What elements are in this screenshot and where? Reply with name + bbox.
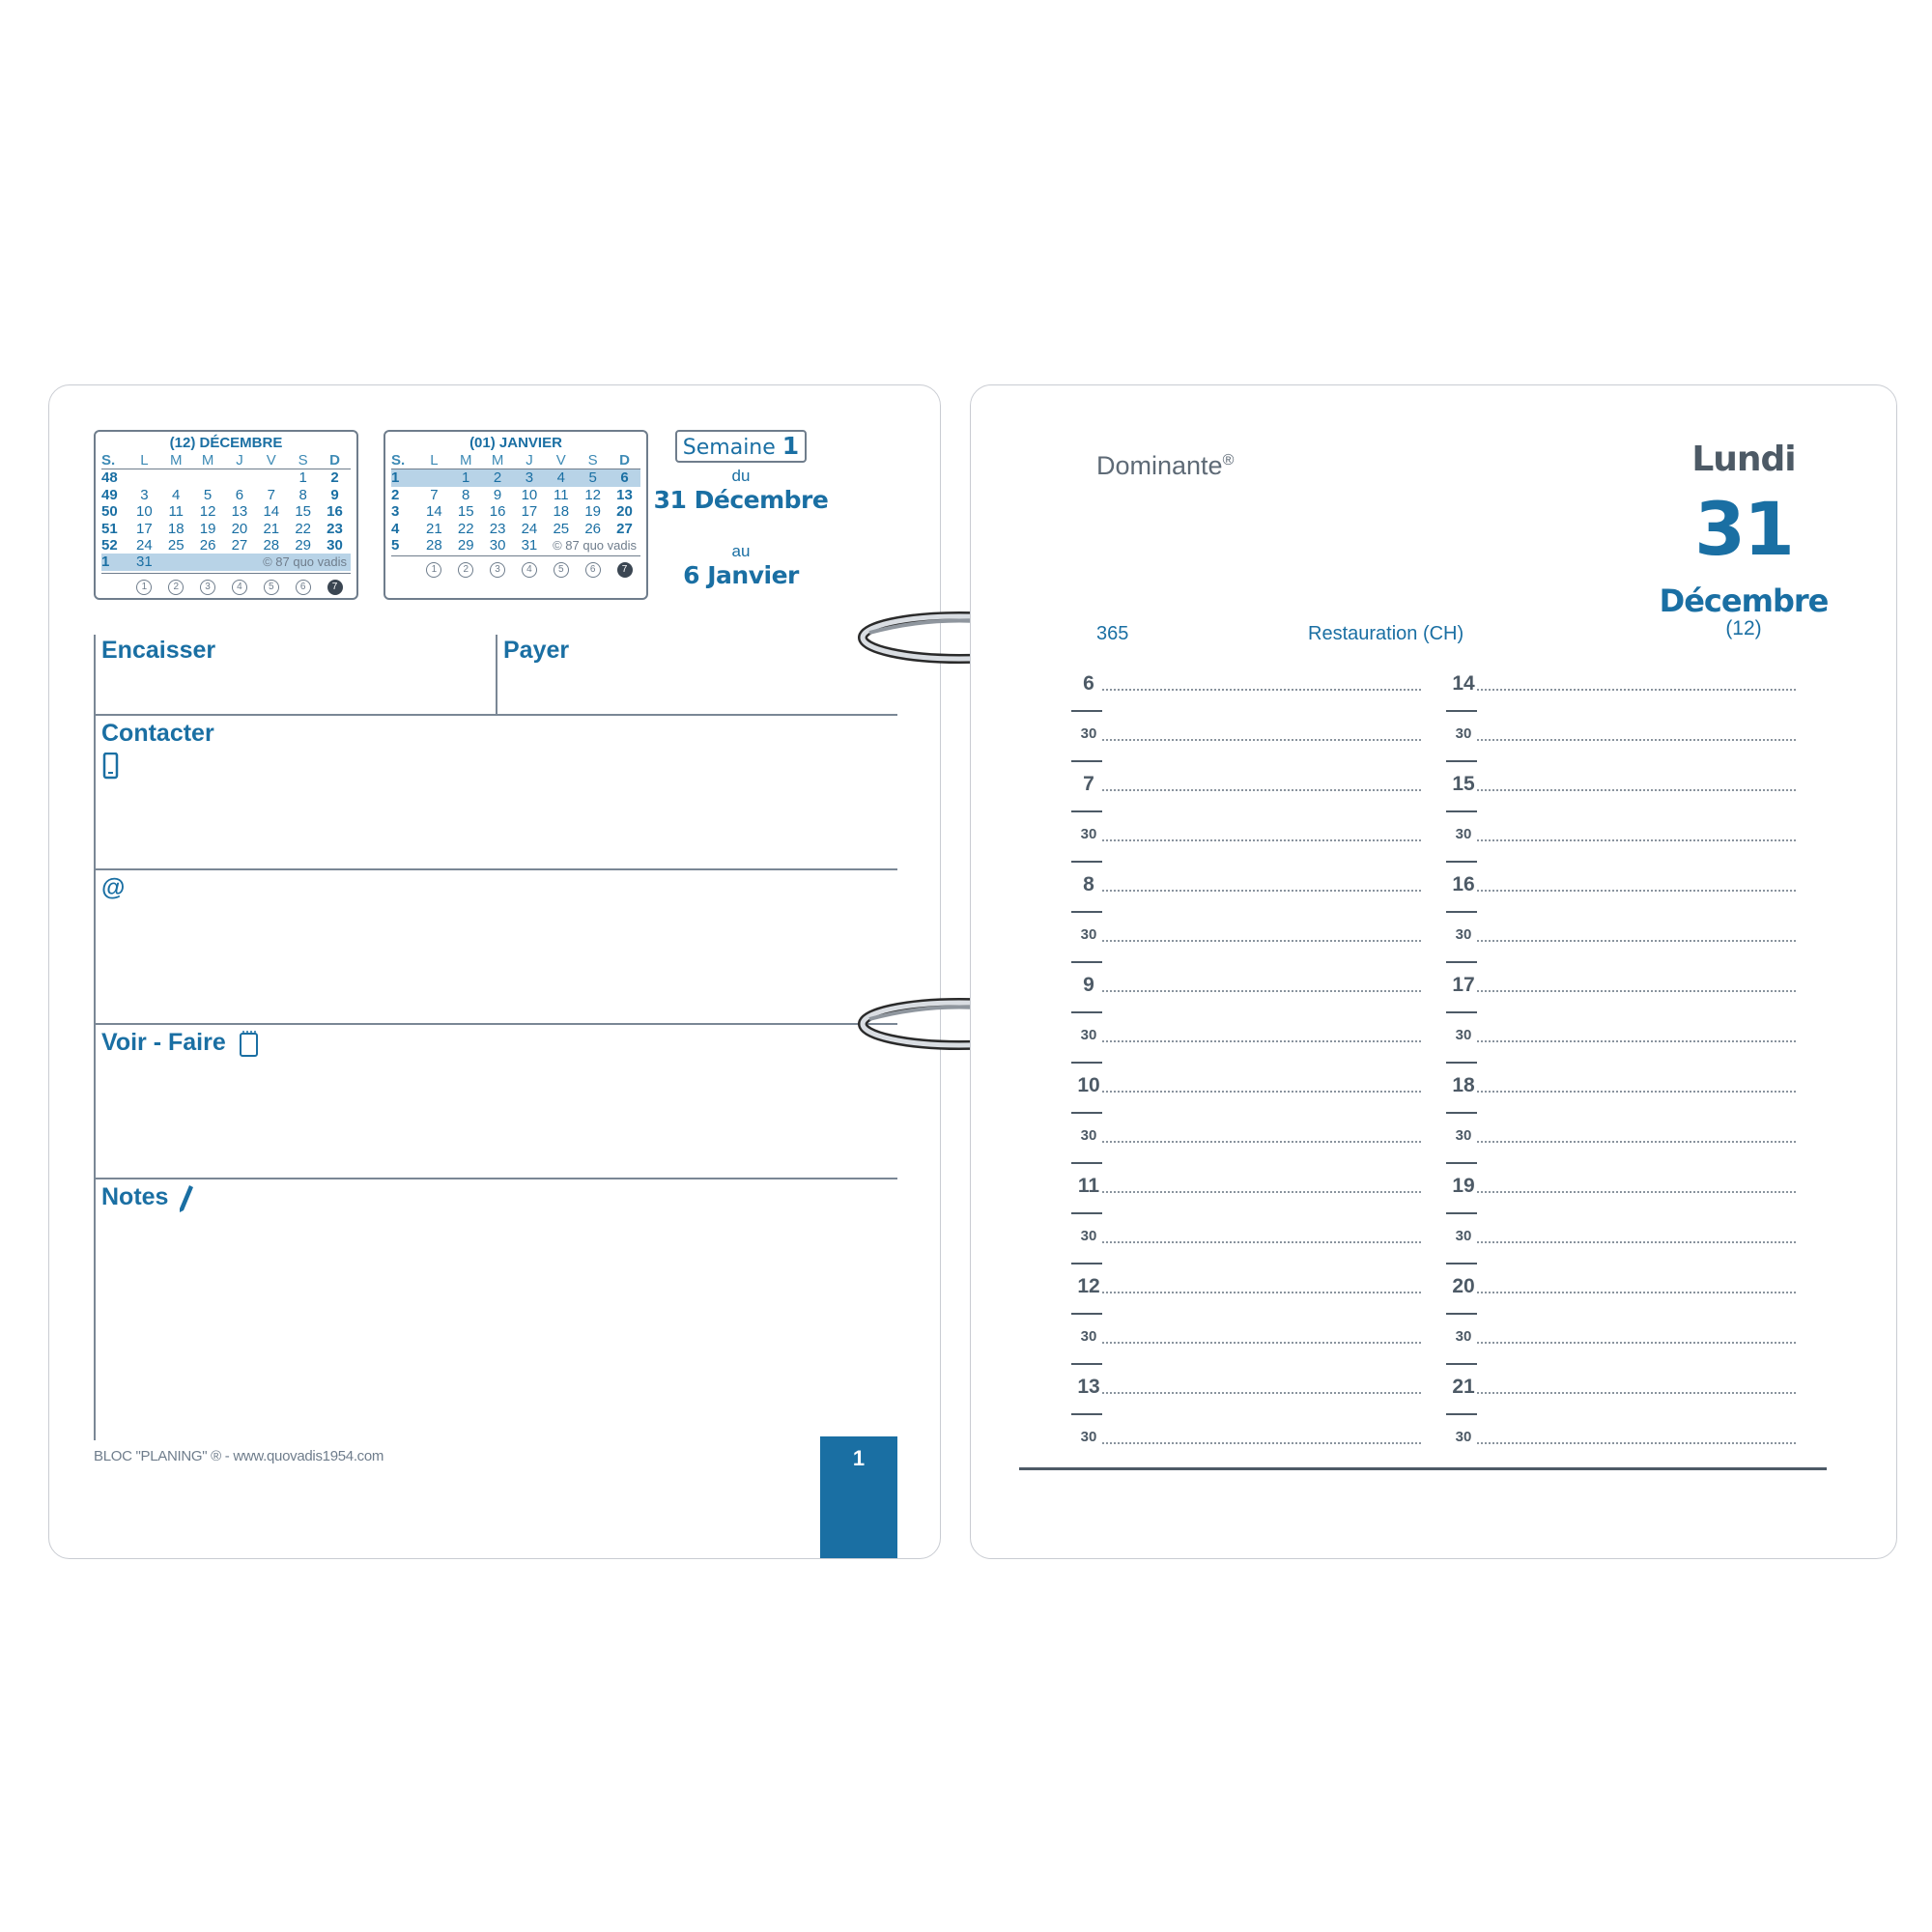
time-slot-line[interactable] — [1102, 1442, 1421, 1444]
half-hour-label: 30 — [1080, 725, 1097, 742]
time-slot-line[interactable] — [1477, 1091, 1796, 1093]
week-from-date: 31 Décembre — [653, 486, 829, 514]
calendar-day: 1 — [298, 469, 307, 487]
time-slot-line[interactable] — [1102, 689, 1421, 691]
footer-text: BLOC "PLANING" ® - www.quovadis1954.com — [94, 1448, 384, 1464]
saint-of-day: Restauration (CH) — [1308, 623, 1464, 644]
half-hour-label: 30 — [1080, 926, 1097, 943]
half-hour-label: 30 — [1080, 1328, 1097, 1345]
weekday-circle — [192, 577, 224, 595]
calendar-day: 26 — [584, 520, 601, 537]
half-hour-label: 30 — [1455, 725, 1472, 742]
calendar-day: 9 — [330, 486, 339, 503]
calendar-day: 21 — [426, 520, 442, 537]
calendar-day — [192, 554, 224, 570]
day-of-year: 365 — [1096, 623, 1129, 644]
weekday-label: M — [459, 452, 472, 469]
weekday-circle-number: 3 — [490, 562, 505, 578]
section-email: @ — [101, 874, 126, 901]
calendar-day — [192, 469, 224, 486]
calendar-day: 30 — [327, 536, 343, 554]
calendar-day: 8 — [298, 486, 307, 503]
hour-label: 6 — [1083, 672, 1094, 695]
time-slot-line[interactable] — [1102, 990, 1421, 992]
calendar-day: 13 — [616, 486, 633, 503]
calendar-day: 10 — [521, 486, 538, 503]
calendar-day: 23 — [489, 520, 506, 537]
weekday-label: S — [587, 452, 598, 469]
week-number: 50 — [101, 503, 118, 521]
calendar-day: 1 — [462, 469, 470, 487]
section-encaisser: Encaisser — [101, 637, 216, 664]
calendar-day: 5 — [588, 469, 597, 487]
week-badge — [675, 430, 807, 463]
weekday-circle — [255, 577, 287, 595]
calendar-day: 13 — [231, 503, 248, 521]
calendar-copyright: © 87 quo vadis — [263, 554, 347, 570]
week-number: 49 — [101, 486, 118, 503]
calendar-day: 31 — [136, 554, 153, 571]
slot-divider — [1446, 861, 1477, 863]
weekday-label: S — [298, 452, 308, 469]
time-slot-line[interactable] — [1102, 1091, 1421, 1093]
weekday-label: M — [169, 452, 183, 469]
section-rule — [94, 1178, 897, 1179]
mini-calendar-january — [384, 430, 648, 600]
time-slot-line[interactable] — [1477, 1040, 1796, 1042]
time-slot-line[interactable] — [1477, 1392, 1796, 1394]
week-number: 1 — [781, 432, 800, 460]
calendar-day: 20 — [616, 503, 633, 521]
time-slot-line[interactable] — [1477, 940, 1796, 942]
half-hour-label: 30 — [1455, 1328, 1472, 1345]
weekday-circle-number: 7 — [617, 562, 633, 578]
slot-divider — [1071, 1011, 1102, 1013]
weekday-label: S. — [391, 452, 406, 469]
calendar-day: 20 — [231, 520, 248, 537]
slot-divider — [1071, 1413, 1102, 1415]
hour-label: 20 — [1452, 1275, 1475, 1297]
time-slot-line[interactable] — [1477, 689, 1796, 691]
calendar-weekday-header — [391, 452, 640, 469]
calendar-day: 28 — [426, 536, 442, 554]
slot-divider — [1446, 1363, 1477, 1365]
slot-divider — [1446, 1313, 1477, 1315]
calendar-week-row — [101, 487, 351, 503]
week-number: 2 — [391, 486, 400, 503]
weekday-label: V — [555, 452, 566, 469]
weekday-circle — [482, 559, 514, 578]
spacer — [101, 577, 128, 595]
calendar-day: 7 — [430, 486, 439, 503]
calendar-day: 6 — [620, 469, 629, 487]
half-hour-label: 30 — [1455, 1027, 1472, 1043]
calendar-day: 7 — [267, 486, 275, 503]
slot-divider — [1446, 1112, 1477, 1114]
time-slot-line[interactable] — [1477, 890, 1796, 892]
weekday-circle-number: 6 — [296, 580, 311, 595]
time-slot-line[interactable] — [1477, 1442, 1796, 1444]
half-hour-label: 30 — [1455, 926, 1472, 943]
half-hour-label: 30 — [1080, 1027, 1097, 1043]
time-slot-line[interactable] — [1102, 1040, 1421, 1042]
calendar-day: 15 — [457, 503, 474, 521]
weekday-circle-number: 7 — [327, 580, 343, 595]
time-slot-line[interactable] — [1477, 1141, 1796, 1143]
weekday-circle — [418, 559, 450, 578]
calendar-week-row — [101, 554, 351, 570]
slot-divider — [1446, 1011, 1477, 1013]
mini-calendar-title: (12) DÉCEMBRE — [169, 435, 283, 451]
calendar-day: 18 — [553, 503, 570, 521]
slot-divider — [1071, 710, 1102, 712]
page-number-tab — [820, 1436, 897, 1558]
calendar-day: 24 — [136, 536, 153, 554]
time-slot-line[interactable] — [1477, 789, 1796, 791]
time-slot-line[interactable] — [1477, 839, 1796, 841]
calendar-day: 4 — [172, 486, 181, 503]
calendar-day: 26 — [199, 536, 216, 554]
calendar-day: 11 — [554, 486, 569, 503]
day-number: 31 — [1694, 486, 1793, 572]
time-slot-line[interactable] — [1477, 739, 1796, 741]
calendar-week-row — [101, 521, 351, 537]
weekday-circles — [391, 555, 640, 578]
calendar-day: 28 — [263, 536, 280, 554]
calendar-week-row — [391, 487, 640, 503]
time-slot-line[interactable] — [1102, 1141, 1421, 1143]
calendar-day: 5 — [203, 486, 213, 503]
half-hour-label: 30 — [1080, 826, 1097, 842]
calendar-day: 4 — [556, 469, 565, 487]
slot-divider — [1071, 760, 1102, 762]
time-slot-line[interactable] — [1102, 1191, 1421, 1193]
weekday-label: M — [201, 452, 214, 469]
calendar-day: 22 — [295, 520, 311, 537]
brand-mark: ® — [1222, 452, 1235, 469]
hour-label: 12 — [1077, 1275, 1100, 1297]
section-contacter: Contacter — [101, 720, 214, 747]
section-left-rule — [94, 635, 96, 1440]
section-divider — [496, 635, 497, 714]
week-number: 52 — [101, 536, 118, 554]
weekday-circle — [287, 577, 319, 595]
calendar-day: 31 — [521, 536, 538, 554]
time-slot-line[interactable] — [1477, 990, 1796, 992]
calendar-day: 17 — [521, 503, 538, 521]
week-number: 1 — [101, 554, 110, 571]
week-number: 1 — [391, 469, 400, 487]
weekday-label: L — [140, 452, 149, 469]
weekday-circle-number: 5 — [554, 562, 569, 578]
phone-icon — [102, 753, 120, 780]
calendar-day — [224, 469, 256, 486]
hour-label: 15 — [1452, 773, 1475, 795]
section-rule — [94, 868, 897, 870]
weekday-circle-number: 4 — [232, 580, 247, 595]
half-hour-label: 30 — [1455, 826, 1472, 842]
calendar-week-row — [391, 503, 640, 520]
slot-divider — [1071, 1062, 1102, 1064]
calendar-day: 11 — [168, 503, 185, 521]
pencil-icon — [177, 1183, 194, 1214]
weekday-circle — [160, 577, 192, 595]
mini-calendar-grid — [391, 452, 640, 554]
calendar-day: 12 — [584, 486, 601, 503]
calendar-day: 24 — [521, 520, 538, 537]
calendar-day: 21 — [263, 520, 280, 537]
weekday-label: D — [329, 452, 340, 469]
calendar-day: 25 — [167, 536, 185, 554]
week-number: 3 — [391, 503, 400, 521]
weekday-label: D — [619, 452, 630, 469]
weekday-circle — [450, 559, 482, 578]
slot-divider — [1446, 1212, 1477, 1214]
half-hour-label: 30 — [1080, 1127, 1097, 1144]
hour-label: 14 — [1452, 672, 1475, 695]
time-slot-line[interactable] — [1102, 1342, 1421, 1344]
weekday-circle — [545, 559, 577, 578]
calendar-day: 3 — [525, 469, 534, 487]
slot-divider — [1446, 961, 1477, 963]
time-slot-line[interactable] — [1102, 739, 1421, 741]
slot-divider — [1071, 1363, 1102, 1365]
slot-divider — [1071, 1162, 1102, 1164]
hour-label: 21 — [1452, 1376, 1475, 1398]
calendar-day: 23 — [327, 520, 343, 537]
mini-calendar-december — [94, 430, 358, 600]
section-payer: Payer — [503, 637, 570, 664]
week-au: au — [731, 542, 751, 560]
half-hour-label: 30 — [1455, 1429, 1472, 1445]
hour-label: 18 — [1452, 1074, 1475, 1096]
bottom-rule — [1019, 1467, 1827, 1470]
calendar-copyright: © 87 quo vadis — [553, 537, 637, 553]
month-number: (12) — [1725, 617, 1762, 639]
half-hour-label: 30 — [1080, 1228, 1097, 1244]
calendar-week-row — [101, 503, 351, 520]
mini-calendar-grid — [101, 452, 351, 571]
time-slot-line[interactable] — [1102, 1392, 1421, 1394]
notepad-icon — [239, 1029, 260, 1058]
weekday-circle — [319, 577, 351, 595]
section-rule — [94, 714, 897, 716]
slot-divider — [1446, 760, 1477, 762]
weekday-circle-number: 1 — [136, 580, 152, 595]
week-number: 48 — [101, 469, 118, 487]
slot-divider — [1071, 1263, 1102, 1264]
day-name: Lundi — [1691, 440, 1796, 479]
hour-label: 16 — [1452, 873, 1475, 895]
weekday-circle — [224, 577, 256, 595]
calendar-day: 29 — [457, 536, 474, 554]
slot-divider — [1071, 1112, 1102, 1114]
calendar-week-row — [391, 537, 640, 554]
section-notes: Notes — [101, 1183, 169, 1210]
calendar-day: 22 — [457, 520, 474, 537]
calendar-day: 27 — [231, 536, 248, 554]
calendar-week-row — [391, 521, 640, 537]
weekday-label: J — [236, 452, 243, 469]
right-page — [970, 384, 1897, 1559]
weekday-circle — [514, 559, 546, 578]
calendar-day: 2 — [330, 469, 339, 487]
weekday-circle-number: 2 — [458, 562, 473, 578]
time-slot-line[interactable] — [1102, 1292, 1421, 1293]
calendar-week-row — [101, 469, 351, 486]
calendar-day — [418, 469, 450, 486]
brand-text: Dominante — [1096, 451, 1223, 480]
weekday-label: L — [430, 452, 439, 469]
calendar-day: 19 — [584, 503, 601, 521]
weekday-circle-number: 3 — [200, 580, 215, 595]
week-to-date: 6 Janvier — [683, 561, 799, 589]
hour-label: 17 — [1452, 974, 1475, 996]
calendar-day — [128, 469, 160, 486]
calendar-day: 27 — [616, 520, 633, 537]
time-slot-line[interactable] — [1477, 1241, 1796, 1243]
week-label: Semaine — [682, 436, 776, 460]
month-name: Décembre — [1659, 582, 1829, 619]
calendar-day — [160, 469, 192, 486]
calendar-day: 30 — [489, 536, 506, 554]
week-du: du — [731, 467, 751, 485]
brand-name — [1096, 451, 1234, 481]
hour-label: 13 — [1077, 1376, 1100, 1398]
slot-divider — [1071, 911, 1102, 913]
time-slot-line[interactable] — [1102, 1241, 1421, 1243]
hour-label: 10 — [1077, 1074, 1100, 1096]
calendar-day: 15 — [295, 503, 311, 521]
slot-divider — [1446, 1062, 1477, 1064]
calendar-week-row — [101, 537, 351, 554]
hour-label: 11 — [1077, 1175, 1100, 1197]
calendar-day: 25 — [553, 520, 570, 537]
half-hour-label: 30 — [1455, 1228, 1472, 1244]
slot-divider — [1446, 710, 1477, 712]
calendar-day: 18 — [167, 520, 185, 537]
calendar-day — [160, 554, 192, 570]
calendar-day: 6 — [235, 486, 244, 503]
slot-divider — [1071, 810, 1102, 812]
time-slot-line[interactable] — [1477, 1292, 1796, 1293]
weekday-circle-number: 2 — [168, 580, 184, 595]
calendar-day: 14 — [426, 503, 442, 521]
calendar-day: 19 — [199, 520, 216, 537]
weekday-circle-number: 4 — [522, 562, 537, 578]
section-voir-faire: Voir - Faire — [101, 1029, 226, 1056]
calendar-weekday-header — [101, 452, 351, 469]
calendar-day: 3 — [140, 486, 149, 503]
calendar-day: 14 — [263, 503, 280, 521]
slot-divider — [1071, 1212, 1102, 1214]
weekday-label: S. — [101, 452, 116, 469]
weekday-circle-number: 6 — [585, 562, 601, 578]
week-number: 51 — [101, 520, 118, 537]
slot-divider — [1071, 861, 1102, 863]
time-slot-line[interactable] — [1102, 789, 1421, 791]
hour-label: 9 — [1083, 974, 1094, 996]
mini-calendar-title: (01) JANVIER — [469, 435, 562, 451]
calendar-day: 17 — [136, 520, 153, 537]
calendar-week-row — [391, 469, 640, 486]
calendar-day: 16 — [327, 503, 343, 521]
slot-divider — [1071, 961, 1102, 963]
calendar-day: 9 — [493, 486, 502, 503]
calendar-day: 10 — [136, 503, 153, 521]
slot-divider — [1071, 1313, 1102, 1315]
week-number: 5 — [391, 536, 400, 554]
weekday-label: V — [266, 452, 276, 469]
calendar-day — [224, 554, 256, 570]
time-slot-line[interactable] — [1477, 1342, 1796, 1344]
half-hour-label: 30 — [1455, 1127, 1472, 1144]
calendar-day: 12 — [199, 503, 216, 521]
weekday-label: M — [491, 452, 504, 469]
slot-divider — [1446, 810, 1477, 812]
hour-label: 8 — [1083, 873, 1094, 895]
calendar-day: 16 — [489, 503, 506, 521]
weekday-label: J — [526, 452, 533, 469]
calendar-day: 8 — [462, 486, 470, 503]
slot-divider — [1446, 1263, 1477, 1264]
time-slot-line[interactable] — [1102, 890, 1421, 892]
time-slot-line[interactable] — [1477, 1191, 1796, 1193]
hour-label: 19 — [1452, 1175, 1475, 1197]
section-rule — [94, 1023, 897, 1025]
slot-divider — [1446, 911, 1477, 913]
page-number: 1 — [852, 1446, 866, 1470]
half-hour-label: 30 — [1080, 1429, 1097, 1445]
weekday-circle — [609, 559, 640, 578]
week-number: 4 — [391, 520, 400, 537]
spacer — [391, 559, 418, 578]
weekday-circles — [101, 573, 351, 595]
time-slot-line[interactable] — [1102, 839, 1421, 841]
calendar-day: 2 — [493, 469, 502, 487]
time-slot-line[interactable] — [1102, 940, 1421, 942]
calendar-day — [255, 469, 287, 486]
hour-label: 7 — [1083, 773, 1094, 795]
weekday-circle-number: 1 — [426, 562, 441, 578]
weekday-circle — [577, 559, 609, 578]
left-page — [48, 384, 941, 1559]
weekday-circle — [128, 577, 160, 595]
slot-divider — [1446, 1162, 1477, 1164]
weekday-circle-number: 5 — [264, 580, 279, 595]
slot-divider — [1446, 1413, 1477, 1415]
calendar-day: 29 — [295, 536, 311, 554]
